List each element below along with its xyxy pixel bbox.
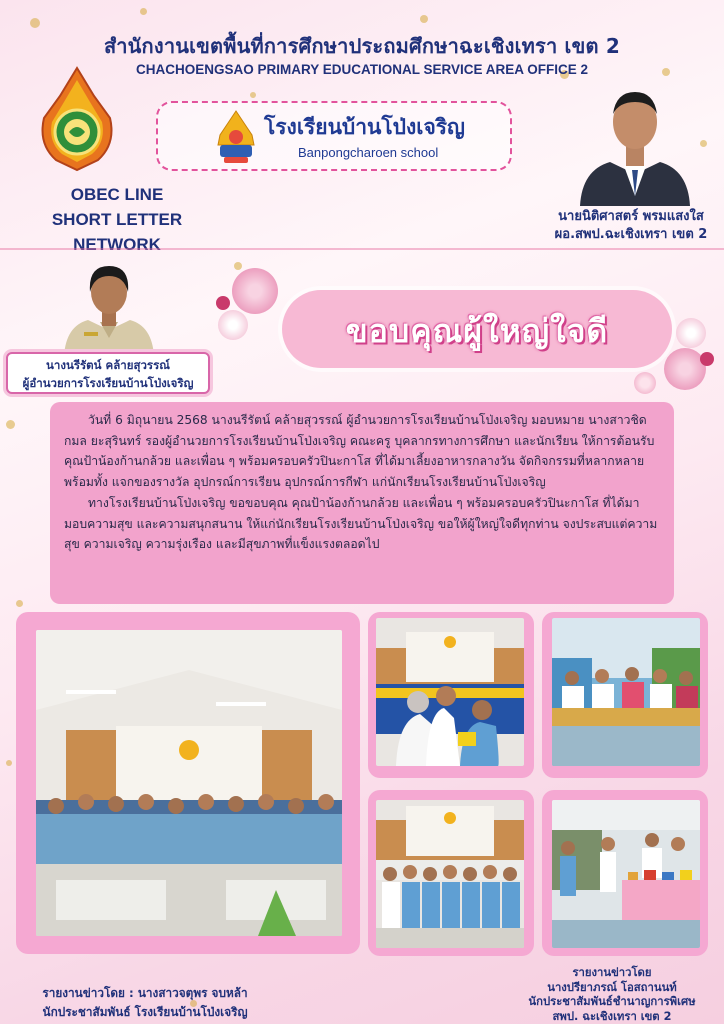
- school-emblem-icon: [214, 109, 258, 165]
- flower-decoration: [676, 318, 706, 348]
- decorative-dot: [30, 18, 40, 28]
- school-name-english: Banpongcharoen school: [298, 145, 439, 160]
- decorative-dot: [6, 420, 15, 429]
- article-paragraph-1: วันที่ 6 มิถุนายน 2568 นางนรีรัตน์ คล้ายสุวรรณ์ ผู้อำนวยการโรงเรียนบ้านโป่งเจริญ มอบหมาย นางสาวชิดกมล ยะสุรินทร์ รองผู้อำนวยการโรงเรียนบ้านโป่งเจริญ คณะครู บุคลากรทางการศึกษา และนักเรียน ให้การต้อนรับ คุณป้าน้องก้านกล้วย และเพื่อน ๆ พร้อมครอบครัวปินะกาโส ที่ได้มาเลี้ยงอาหารกลางวัน จัดกิจกรรมที่หลากหลาย พร้อมทั้ง แจกของรางวัล อุปกรณ์การเรียน อุปกรณ์การกีฬา แก่นักเรียนโรงเรียนบ้านโป่งเจริญ: [64, 413, 655, 490]
- page-title: ขอบคุณผู้ใหญ่ใจดี: [345, 312, 609, 350]
- photo-group-hall: [36, 630, 342, 936]
- article-body: [50, 402, 674, 604]
- director-title: ผอ.สพป.ฉะเชิงเทรา เขต 2: [554, 227, 708, 242]
- decorative-dot: [420, 15, 428, 23]
- obec-line-text: OBEC LINE: [70, 185, 164, 204]
- short-letter-network-text: SHORT LETTER NETWORK: [51, 210, 183, 254]
- flower-decoration: [700, 352, 714, 366]
- section-divider: [0, 248, 724, 250]
- principal-caption: [6, 352, 210, 394]
- decorative-dot: [234, 262, 242, 270]
- principal-photo: [60, 252, 158, 356]
- director-photo: [576, 70, 694, 206]
- decorative-dot: [250, 92, 256, 98]
- obec-network-title: [22, 182, 212, 257]
- principal-name: นางนรีรัตน์ คล้ายสุวรรณ์: [46, 358, 170, 372]
- photo-students-lineup: [376, 800, 524, 948]
- office-name-thai: สำนักงานเขตพื้นที่การศึกษาประถมศึกษาฉะเชิงเทรา เขต 2: [104, 34, 620, 58]
- principal-title: ผู้อำนวยการโรงเรียนบ้านโป่งเจริญ: [22, 376, 194, 390]
- photo-prizes-table: [552, 618, 700, 766]
- reporter-office-line2: นางปรียาภรณ์ โอสถานนท์: [547, 980, 677, 994]
- reporter-school-line1: รายงานข่าวโดย : นางสาวจตุพร จบหล้า: [42, 986, 248, 1000]
- reporter-credit-school: [18, 984, 272, 1022]
- director-caption: [538, 208, 724, 244]
- decorative-dot: [140, 8, 147, 15]
- article-paragraph-2: ทางโรงเรียนบ้านโป่งเจริญ ขอขอบคุณ คุณป้าน้องก้านกล้วย และเพื่อน ๆ พร้อมครอบครัวปินะกาโส ที่ได้มามอบความสุข และความสนุกสนาน ให้แก่นักเรียนโรงเรียนบ้านโป่งเจริญ ขอให้ผู้ใหญ่ใจดีทุกท่าน จงประสบแต่ความสุข ความเจริญ ความรุ่งเรือง และมีสุขภาพที่แข็งแรงตลอดไป: [64, 495, 658, 552]
- school-name-thai: โรงเรียนบ้านโป่งเจริญ: [264, 115, 465, 139]
- reporter-office-line1: รายงานข่าวโดย: [572, 966, 652, 979]
- photo-lunch-service: [552, 800, 700, 948]
- reporter-school-line2: นักประชาสัมพันธ์ โรงเรียนบ้านโป่งเจริญ: [42, 1005, 248, 1019]
- title-banner: [282, 290, 672, 368]
- decorative-dot: [700, 140, 707, 147]
- decorative-dot: [16, 600, 23, 607]
- office-name-english: CHACHOENGSAO PRIMARY EDUCATIONAL SERVICE AREA OFFICE 2: [135, 62, 589, 77]
- flower-decoration: [232, 268, 278, 314]
- reporter-credit-office: [512, 966, 712, 1024]
- obec-emblem-icon: [36, 66, 118, 174]
- decorative-dot: [6, 760, 12, 766]
- reporter-office-line3: นักประชาสัมพันธ์ชำนาญการพิเศษ: [528, 995, 696, 1008]
- director-name: นายนิติศาสตร์ พรมแสงใส: [558, 209, 704, 224]
- reporter-office-line4: สพป. ฉะเชิงเทรา เขต 2: [552, 1009, 672, 1023]
- school-name-box: [156, 101, 512, 171]
- flower-decoration: [634, 372, 656, 394]
- photo-gift-giving: [376, 618, 524, 766]
- flower-decoration: [218, 310, 248, 340]
- flower-decoration: [216, 296, 230, 310]
